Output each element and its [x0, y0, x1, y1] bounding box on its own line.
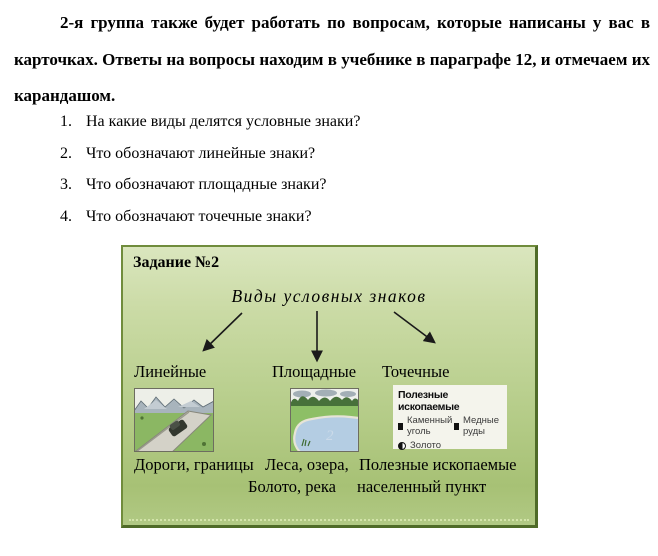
legend-item-label: Медные руды [463, 415, 499, 437]
task-card [121, 245, 538, 528]
branch-label-linear: Линейные [134, 362, 207, 381]
examples-point-line2: населенный пункт [357, 477, 487, 496]
examples-area-line2: Болото, река [248, 477, 336, 496]
arrow-down-left-icon [204, 313, 242, 350]
question-text: Что обозначают линейные знаки? [86, 144, 316, 162]
task-card-title: Задание №2 [133, 254, 220, 271]
examples-linear: Дороги, границы [134, 455, 254, 474]
question-number: 4. [60, 207, 72, 225]
svg-text:2: 2 [326, 428, 334, 444]
legend-item-label: Золото [410, 440, 442, 451]
branch-label-area: Площадные [272, 362, 357, 381]
question-number: 1. [60, 113, 72, 130]
branch-label-point: Точечные [382, 362, 450, 381]
legend-item-label: Каменный уголь [407, 415, 453, 437]
gold-circle-icon [398, 442, 406, 450]
minerals-legend [393, 385, 507, 449]
copper-square-icon [454, 423, 459, 430]
legend-item-coal [398, 416, 454, 437]
question-item [60, 175, 620, 194]
question-item [60, 112, 620, 131]
legend-item-gold [398, 441, 454, 452]
question-text: На какие виды делятся условные знаки? [86, 113, 361, 130]
intro-paragraph: 2-я группа также будет работать по вопросам, которые написаны у вас в карточках. Ответы на вопросы находим в учебнике в параграфе 12, и отмечаем их карандашом. [14, 13, 650, 105]
examples-point-line1: Полезные ископаемые [359, 455, 517, 474]
question-number: 3. [60, 176, 72, 193]
legend-title: Полезные ископаемые [398, 389, 460, 413]
diagram-title: Виды условных знаков [231, 286, 427, 306]
question-list [60, 112, 620, 238]
question-item [60, 144, 620, 163]
road-photo [134, 388, 214, 452]
question-number: 2. [60, 144, 72, 162]
lake-photo [290, 388, 359, 452]
arrow-down-right-icon [394, 312, 434, 342]
examples-area-line1: Леса, озера, [265, 455, 349, 474]
question-text: Что обозначают точечные знаки? [86, 207, 312, 225]
legend-items [398, 416, 502, 452]
question-text: Что обозначают площадные знаки? [86, 176, 327, 193]
coal-square-icon [398, 423, 403, 430]
legend-item-copper [454, 416, 502, 437]
question-item [60, 207, 620, 226]
